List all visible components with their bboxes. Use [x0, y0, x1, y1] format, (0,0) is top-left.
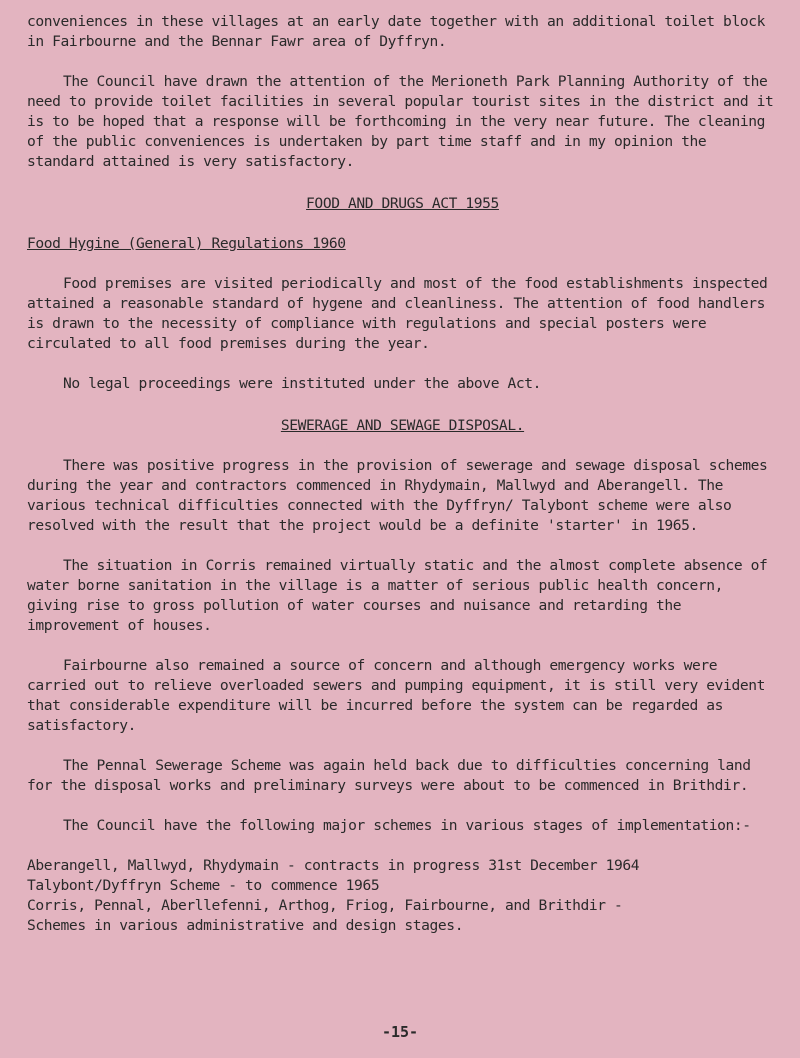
food-act-heading: FOOD AND DRUGS ACT 1955 — [306, 195, 499, 212]
food-paragraph-1: Food premises are visited periodically and most of the food establishments inspected attained a reasonable standard of hygene and cleanliness. The attention of food handlers is drawn to the necessity of compliance with regulations and special posters were circulated to all food premises during the year. — [27, 275, 776, 352]
scheme-item: Schemes in various administrative and design stages. — [27, 917, 464, 934]
scheme-item: Talybont/Dyffryn Scheme - to commence 1965 — [27, 877, 380, 894]
intro-paragraph-2: The Council have drawn the attention of the Merioneth Park Planning Authority of the need to provide toilet facilities in several popular tourist sites in the district and it is to be hoped that a response will be forthcoming in the very near future. The cleaning of the public conveniences is undertaken by part time staff and in my opinion the standard attained is very satisfactory. — [27, 73, 782, 170]
scheme-item: Aberangell, Mallwyd, Rhydymain - contracts in progress 31st December 1964 — [27, 857, 640, 874]
food-paragraph-2: No legal proceedings were instituted under the above Act. — [63, 375, 542, 392]
sewerage-paragraph-2: The situation in Corris remained virtually static and the almost complete absence of water borne sanitation in the village is a matter of serious public health concern, giving rise to gross pollution of water courses and nuisance and retarding the improvement of houses. — [27, 557, 776, 634]
intro-paragraph-1: conveniences in these villages at an early date together with an additional toilet block in Fairbourne and the Bennar Fawr area of Dyffryn. — [27, 13, 774, 50]
sewerage-paragraph-4: The Pennal Sewerage Scheme was again held back due to difficulties concerning land for the disposal works and preliminary surveys were about to be commenced in Brithdir. — [27, 757, 760, 794]
schemes-list — [27, 856, 778, 936]
sewerage-paragraph-5: The Council have the following major schemes in various stages of implementation:- — [63, 817, 751, 834]
scheme-item: Corris, Pennal, Aberllefenni, Arthog, Friog, Fairbourne, and Brithdir - — [27, 897, 623, 914]
page-number: -15- — [381, 1023, 419, 1041]
sewerage-paragraph-3: Fairbourne also remained a source of concern and although emergency works were carried out to relieve overloaded sewers and pumping equipment, it is still very evident that considerable expenditure will be incurred before the system can be regarded as satisfactory. — [27, 657, 774, 734]
food-regulations-subheading: Food Hygine (General) Regulations 1960 — [27, 235, 346, 252]
sewerage-heading: SEWERAGE AND SEWAGE DISPOSAL. — [280, 417, 525, 434]
sewerage-paragraph-1: There was positive progress in the provision of sewerage and sewage disposal schemes during the year and contractors commenced in Rhydymain, Mallwyd and Aberangell. The various technical difficulties connected with the Dyffryn/ Talybont scheme were also resolved with the result that the project would be a definite 'starter' in 1965. — [27, 457, 776, 534]
